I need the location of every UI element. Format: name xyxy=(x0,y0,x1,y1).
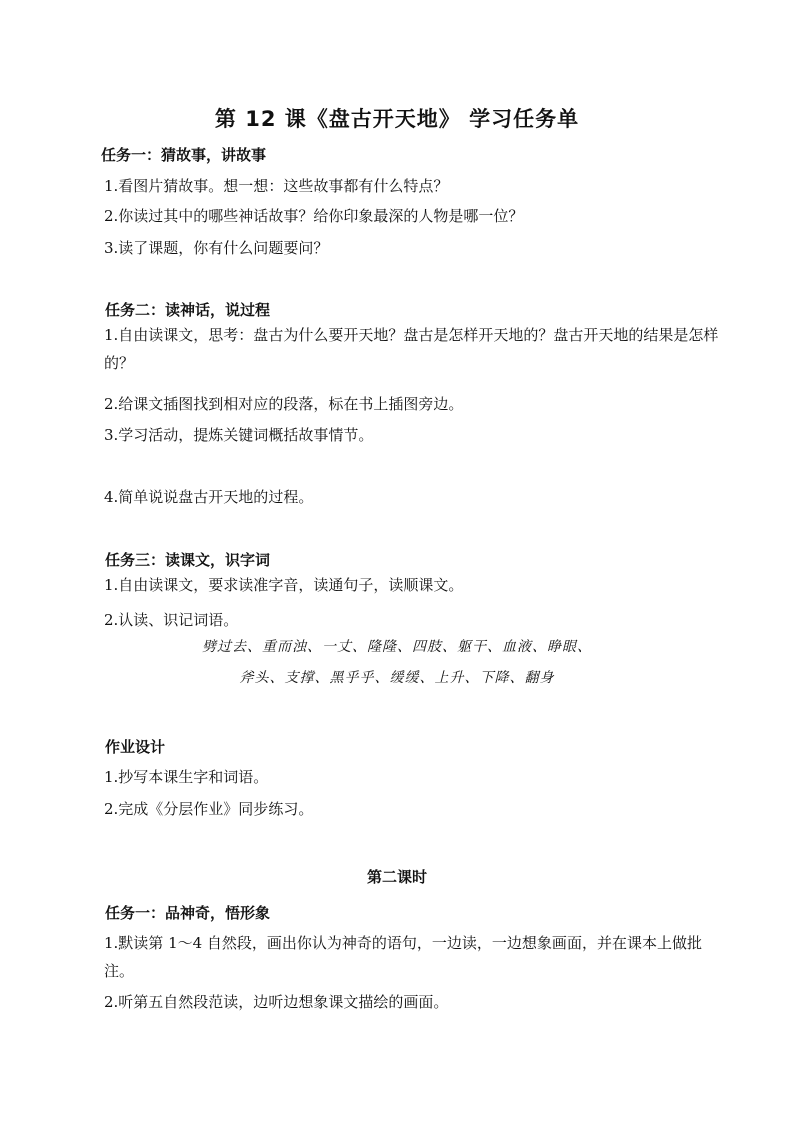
task2-item-1: 1.自由读课文，思考：盘古为什么要开天地？盘古是怎样开天地的？盘古开天地的结果是怎样的？ xyxy=(104,326,719,372)
homework-item-1: 1.抄写本课生字和词语。 xyxy=(104,768,269,786)
task2-item-2: 2.给课文插图找到相对应的段落，标在书上插图旁边。 xyxy=(104,395,464,413)
lesson2-heading: 第二课时 xyxy=(366,868,427,886)
homework-heading: 作业设计 xyxy=(105,738,166,756)
task3-item-2: 2.认读、识记词语。 xyxy=(104,611,239,629)
page-title: 第 12 课《盘古开天地》 学习任务单 xyxy=(214,107,580,131)
task1-item-2: 2.你读过其中的哪些神话故事？给你印象最深的人物是哪一位？ xyxy=(104,207,524,225)
task2-item-3: 3.学习活动，提炼关键词概括故事情节。 xyxy=(104,426,374,444)
task3-item-1: 1.自由读课文，要求读准字音，读通句子，读顺课文。 xyxy=(104,576,464,594)
task3-heading: 任务三：读课文，识字词 xyxy=(105,551,271,569)
task2-item-4: 4.简单说说盘古开天地的过程。 xyxy=(104,488,314,506)
vocab-line-1: 劈过去、重而浊、一丈、隆隆、四肢、躯干、血液、睁眼、 xyxy=(202,639,592,655)
lesson2-task1-item-1: 1.默读第 1～4 自然段，画出你认为神奇的语句，一边读，一边想象画面，并在课本上做批注。 xyxy=(104,934,702,980)
task1-heading: 任务一：猜故事，讲故事 xyxy=(101,146,267,164)
lesson2-task1-heading: 任务一：品神奇，悟形象 xyxy=(105,904,271,922)
task1-item-3: 3.读了课题，你有什么问题要问？ xyxy=(104,239,329,257)
task1-item-1: 1.看图片猜故事。想一想：这些故事都有什么特点？ xyxy=(104,177,449,195)
vocab-line-2: 斧头、支撑、黑乎乎、缓缓、上升、下降、翻身 xyxy=(239,670,555,686)
lesson2-task1-item-2: 2.听第五自然段范读，边听边想象课文描绘的画面。 xyxy=(104,993,449,1011)
task2-heading: 任务二：读神话，说过程 xyxy=(105,301,271,319)
homework-item-2: 2.完成《分层作业》同步练习。 xyxy=(104,800,314,818)
